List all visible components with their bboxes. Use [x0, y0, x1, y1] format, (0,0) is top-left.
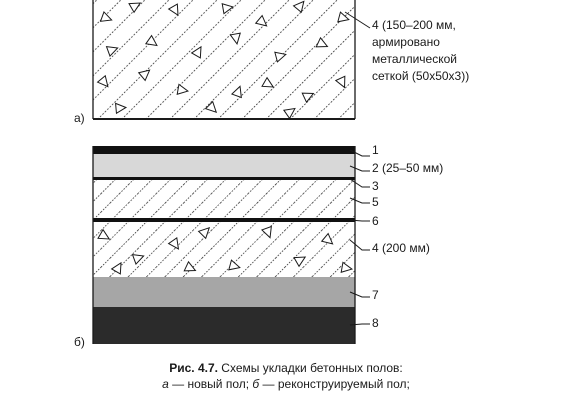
panel-label-b: б): [74, 335, 85, 349]
layer-2-topping: [93, 154, 355, 177]
layer-label-7: 7: [372, 288, 379, 302]
layer-1-coating: [93, 146, 355, 154]
layer-4-label-a: 4 (150–200 мм, армировано металлической сеткой (50х50х3)): [372, 18, 470, 83]
layer-label-8: 8: [372, 316, 379, 330]
layer-label-4: 4 (200 мм): [372, 241, 430, 255]
layer-label-5: 5: [372, 195, 379, 209]
layer-label-1: 1: [372, 143, 379, 157]
layer-3-membrane: [93, 177, 355, 180]
layer-label-3: 3: [372, 179, 379, 193]
diagram-b: [74, 143, 443, 349]
figure-caption: [162, 361, 410, 391]
caption-line-1: Рис. 4.7. Схемы укладки бетонных полов:: [169, 361, 403, 375]
caption-line-2: а — новый пол; б — реконструируемый пол;: [162, 377, 410, 391]
diagram-a: [74, 0, 469, 125]
layer-7-base: [93, 277, 355, 307]
layer-label-6: 6: [372, 214, 379, 228]
layer-8-subgrade: [93, 307, 355, 344]
panel-label-a: а): [74, 111, 85, 125]
layer-label-2: 2 (25–50 мм): [372, 161, 444, 175]
layer-6-separation: [93, 218, 355, 222]
